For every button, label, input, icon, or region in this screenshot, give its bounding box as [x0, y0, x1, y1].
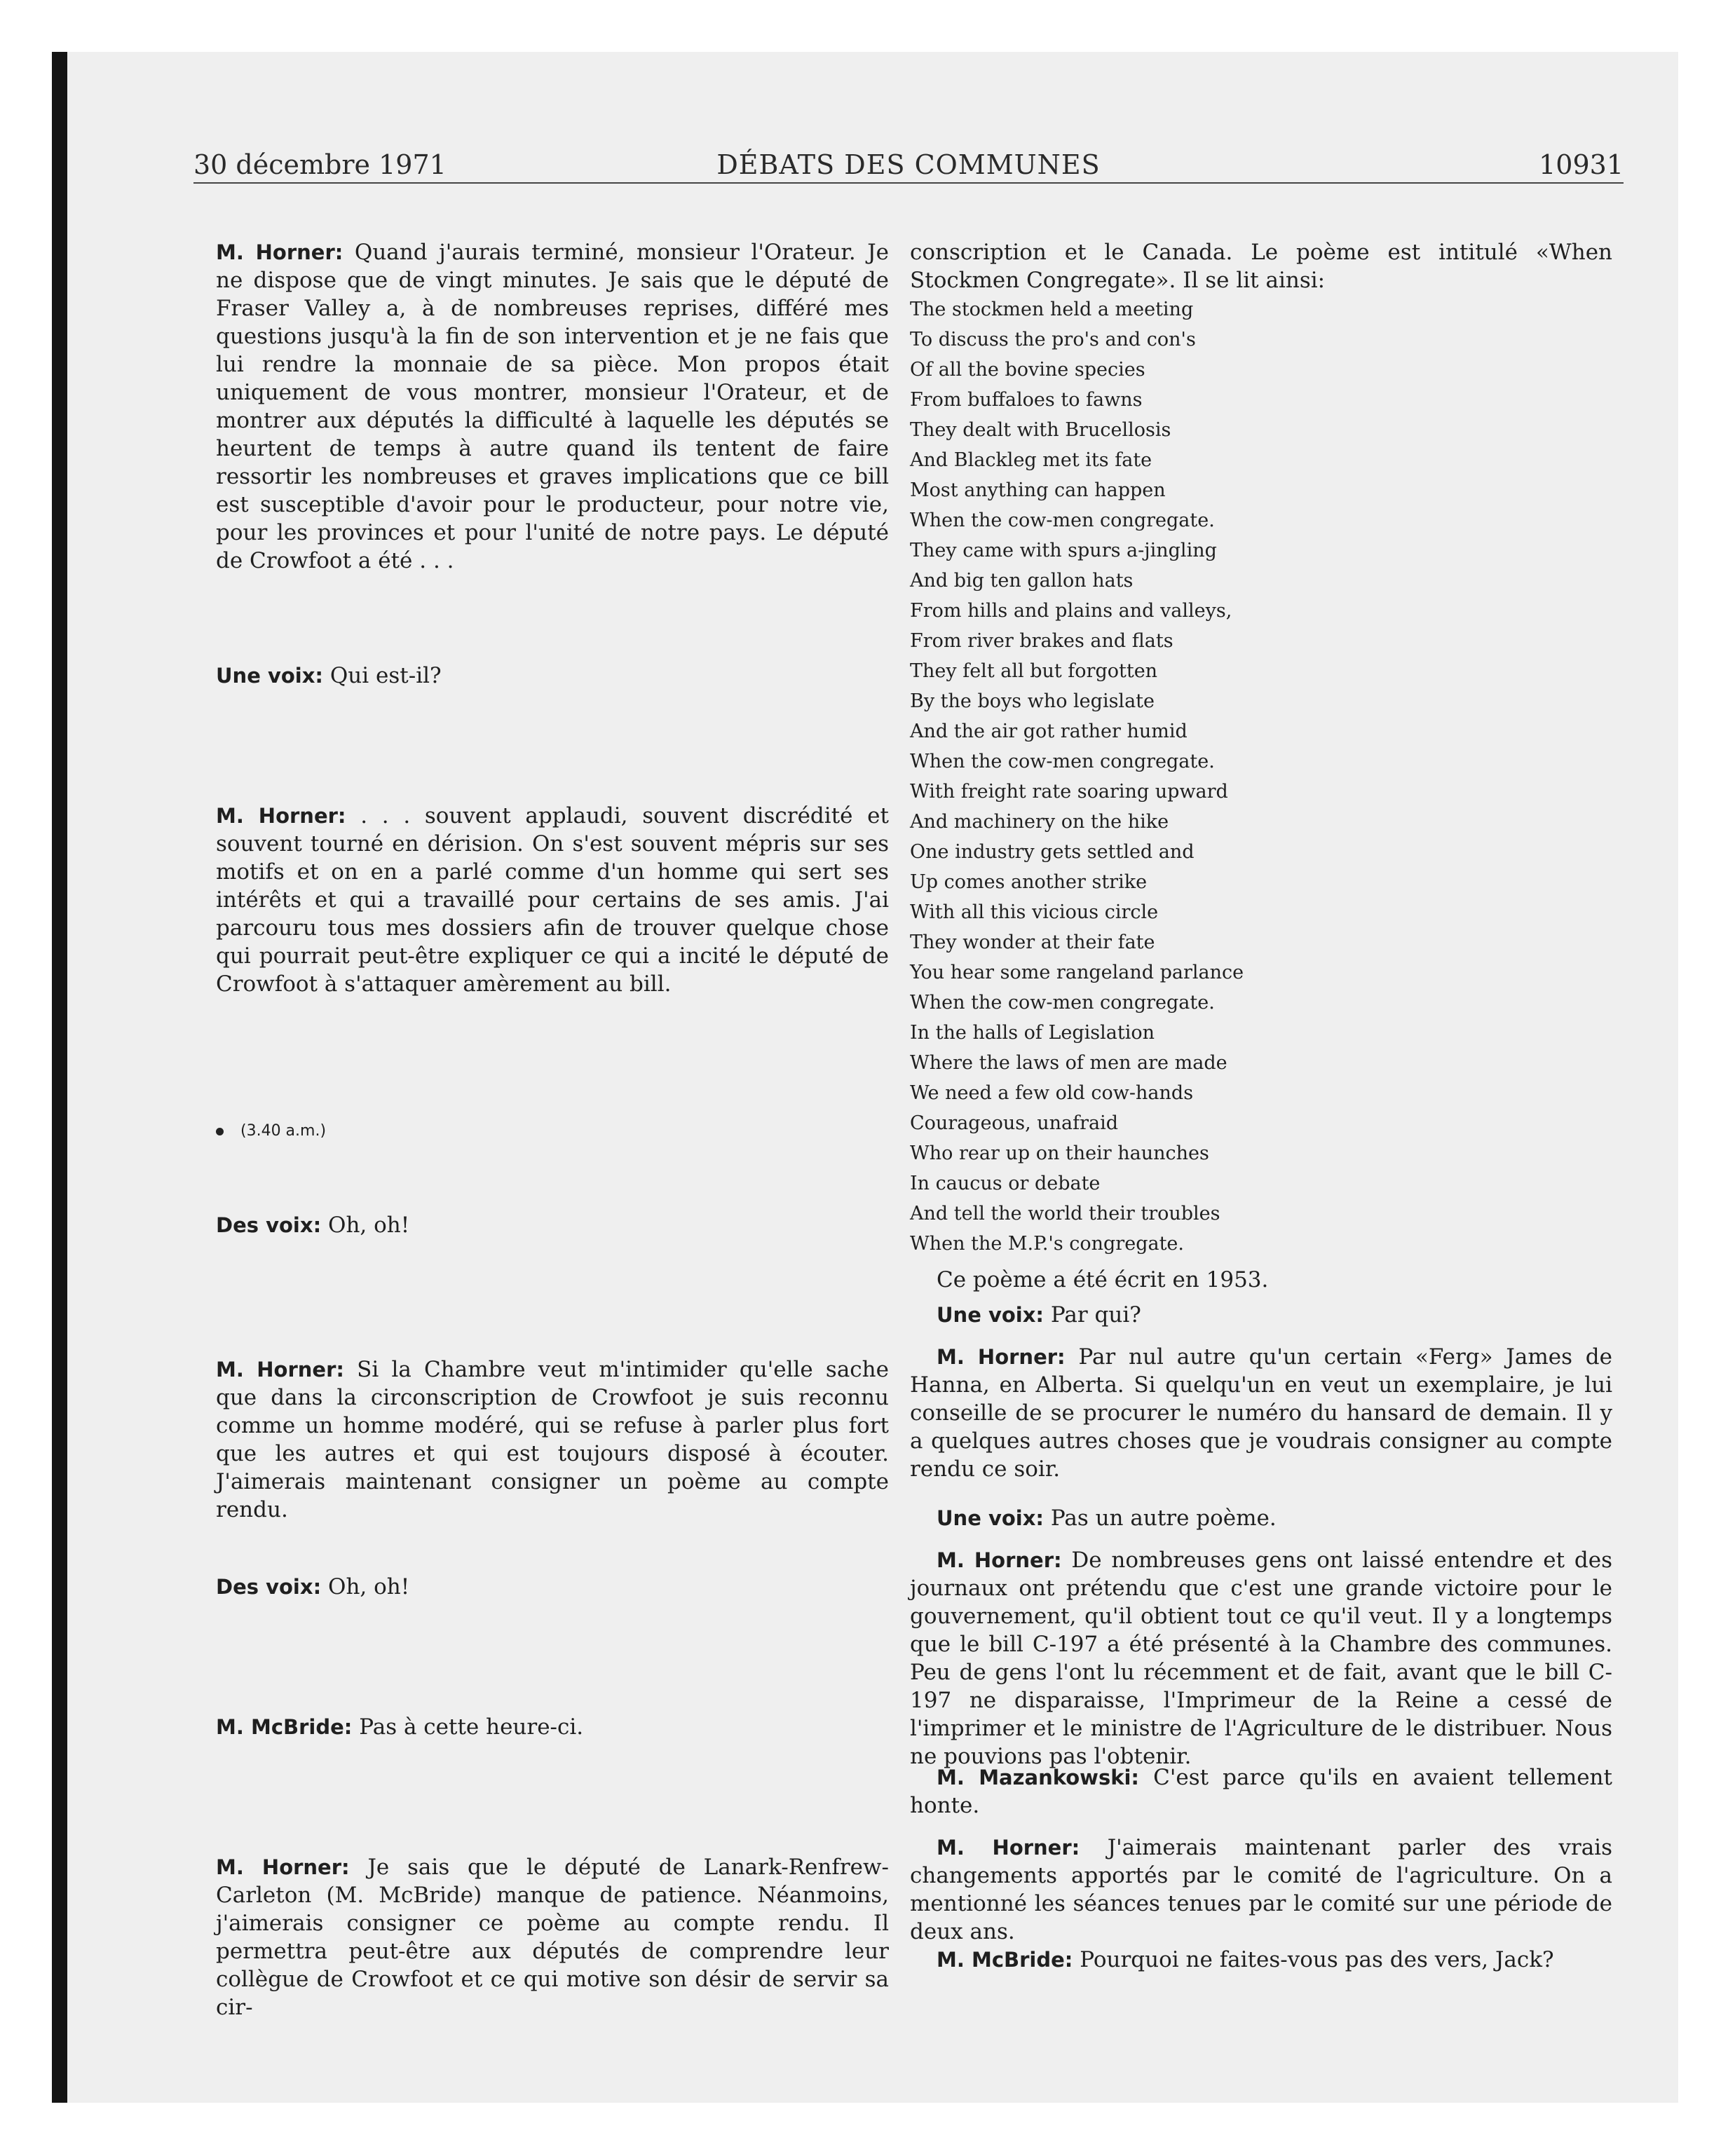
- poem-line: From river brakes and flats: [910, 630, 1173, 652]
- poem-line: And big ten gallon hats: [910, 570, 1134, 592]
- paragraph: [910, 1504, 1612, 1532]
- poem-line: When the cow-men congregate.: [910, 510, 1215, 531]
- speech-text: Pas un autre poème.: [1044, 1506, 1277, 1531]
- poem-line: Most anything can happen: [910, 479, 1166, 501]
- paragraph: [216, 802, 889, 998]
- speaker-name: M. Horner:: [216, 1358, 344, 1381]
- poem-line: In the halls of Legislation: [910, 1022, 1155, 1044]
- header-date: 30 décembre 1971: [193, 149, 447, 180]
- speech-text: C'est parce qu'ils en avaient tellement honte.: [910, 1765, 1612, 1818]
- poem-line: With freight rate soaring upward: [910, 781, 1228, 803]
- header-title: DÉBATS DES COMMUNES: [716, 149, 1101, 180]
- poem-line: Where the laws of men are made: [910, 1052, 1227, 1074]
- scan-edge: [52, 52, 67, 2103]
- speech-text: Pourquoi ne faites-vous pas des vers, Jack?: [1073, 1947, 1554, 1972]
- poem-line: They wonder at their fate: [910, 932, 1155, 953]
- speech-text: De nombreuses gens ont laissé entendre et des journaux ont prétendu que c'est une grande victoire pour le gouvernement, qu'il obtient tout ce qu'il veut. Il y a longtemps que le bill C-197 a été présenté à la Chambre des communes. Peu de gens l'ont lu récemment et de fait, avant que le bill C-197 ne disparaisse, l'Imprimeur de la Reine a cessé de l'imprimer et le ministre de l'Agriculture de le distribuer. Nous ne pouvions pas l'obtenir.: [910, 1548, 1612, 1769]
- speaker-name: M. Horner:: [937, 1836, 1080, 1860]
- speech-text: Oh, oh!: [321, 1574, 410, 1599]
- speech-text: Si la Chambre veut m'intimider qu'elle sache que dans la circonscription de Crowfoot je suis reconnu comme un homme modéré, qui se refuse à parler plus fort que les autres et qui est toujours disposé à écouter. J'aimerais maintenant consigner un poème au compte rendu.: [216, 1357, 889, 1522]
- poem-line: And the air got rather humid: [910, 721, 1188, 742]
- poem-line: And Blackleg met its fate: [910, 449, 1152, 471]
- paragraph: [910, 1546, 1612, 1770]
- paragraph: [910, 1266, 1612, 1294]
- poem-line: One industry gets settled and: [910, 841, 1195, 863]
- speech-text: Je sais que le député de Lanark-Renfrew-Carleton (M. McBride) manque de patience. Néanmoins, j'aimerais consigner ce poème au compte rendu. Il permettra peut-être aux députés de comprendre leur collègue de Crowfoot et ce qui motive son désir de servir sa cir-: [216, 1855, 889, 2020]
- poem-line: You hear some rangeland parlance: [910, 962, 1244, 983]
- poem-line: Courageous, unafraid: [910, 1112, 1119, 1134]
- paragraph: [910, 1946, 1612, 1974]
- poem-line: To discuss the pro's and con's: [910, 329, 1196, 350]
- speech-text: Ce poème a été écrit en 1953.: [937, 1267, 1269, 1292]
- poem-line: And tell the world their troubles: [910, 1203, 1220, 1224]
- speaker-name: M. Horner:: [937, 1345, 1066, 1369]
- speaker-name: M. Horner:: [216, 804, 346, 828]
- poem-line: When the cow-men congregate.: [910, 992, 1215, 1014]
- paragraph: [216, 1573, 889, 1601]
- speaker-name: Une voix:: [216, 664, 324, 688]
- speech-text: Oh, oh!: [321, 1213, 410, 1238]
- bullet-icon: [216, 1128, 224, 1135]
- speaker-name: M. Horner:: [216, 1855, 350, 1879]
- poem-line: They dealt with Brucellosis: [910, 419, 1171, 441]
- poem: [910, 294, 1612, 1259]
- speaker-name: Des voix:: [216, 1213, 322, 1237]
- paragraph: [910, 1343, 1612, 1483]
- speaker-name: M. Horner:: [216, 240, 343, 264]
- poem-line: With all this vicious circle: [910, 901, 1159, 923]
- poem-line: By the boys who legislate: [910, 690, 1155, 712]
- speech-text: Par nul autre qu'un certain «Ferg» James de Hanna, en Alberta. Si quelqu'un en veut un exemplaire, je lui conseille de se procurer le numéro du hansard de demain. Il y a quelques autres choses que je voudrais consigner au compte rendu ce soir.: [910, 1344, 1612, 1482]
- time-text: (3.40 a.m.): [240, 1122, 327, 1140]
- poem-line: When the M.P.'s congregate.: [910, 1233, 1184, 1255]
- paragraph: [910, 1834, 1612, 1946]
- paragraph: [216, 1713, 889, 1741]
- poem-line: They came with spurs a-jingling: [910, 540, 1217, 561]
- speech-text: J'aimerais maintenant parler des vrais changements apportés par le comité de l'agriculture. On a mentionné les séances tenues par le comité sur une période de deux ans.: [910, 1835, 1613, 1944]
- speech-text: . . . souvent applaudi, souvent discrédité et souvent tourné en dérision. On s'est souvent mépris sur ses motifs et on en a parlé comme d'un homme qui sert ses intérêts et qui a travaillé pour certains de ses amis. J'ai parcouru tous mes dossiers afin de trouver quelque chose qui pourrait peut-être expliquer ce qui a incité le député de Crowfoot à s'attaquer amèrement au bill.: [216, 803, 889, 997]
- paragraph: [216, 238, 889, 575]
- paragraph: [910, 238, 1612, 294]
- poem-line: We need a few old cow-hands: [910, 1082, 1194, 1104]
- page-header: [193, 149, 1624, 184]
- speaker-name: M. McBride:: [937, 1948, 1073, 1972]
- poem-line: From hills and plains and valleys,: [910, 600, 1232, 622]
- paragraph: [216, 662, 889, 690]
- speech-text: conscription et le Canada. Le poème est intitulé «When Stockmen Congregate». Il se lit ainsi:: [910, 240, 1612, 293]
- speaker-name: Des voix:: [216, 1575, 322, 1599]
- time-marker: [216, 1117, 326, 1145]
- header-page-number: 10931: [1539, 149, 1624, 180]
- speech-text: Qui est-il?: [323, 663, 442, 688]
- poem-line: And machinery on the hike: [910, 811, 1169, 833]
- speech-text: Pas à cette heure-ci.: [352, 1714, 584, 1740]
- speaker-name: M. Horner:: [937, 1548, 1062, 1572]
- paragraph: [910, 1301, 1612, 1329]
- speaker-name: M. Mazankowski:: [937, 1766, 1140, 1789]
- poem-line: Who rear up on their haunches: [910, 1142, 1209, 1164]
- speaker-name: Une voix:: [937, 1506, 1045, 1530]
- poem-line: When the cow-men congregate.: [910, 751, 1215, 772]
- speaker-name: Une voix:: [937, 1303, 1045, 1327]
- speech-text: Quand j'aurais terminé, monsieur l'Orateur. Je ne dispose que de vingt minutes. Je sais que le député de Fraser Valley a, à de nombreuses reprises, différé mes questions jusqu'à la fin de son intervention et je ne fais que lui rendre la monnaie de sa pièce. Mon propos était uniquement de vous montrer, monsieur l'Orateur, et de montrer aux députés la difficulté à laquelle les députés se heurtent de temps à autre quand ils tentent de faire ressortir les nombreuses et graves implications que ce bill est susceptible d'avoir pour le producteur, pour notre vie, pour les provinces et pour l'unité de notre pays. Le député de Crowfoot a été . . .: [216, 240, 889, 573]
- poem-line: In caucus or debate: [910, 1173, 1101, 1194]
- poem-line: Up comes another strike: [910, 871, 1148, 893]
- paragraph: [216, 1853, 889, 2021]
- paragraph: [910, 1763, 1612, 1820]
- poem-line: They felt all but forgotten: [910, 660, 1158, 682]
- paragraph: [216, 1356, 889, 1524]
- poem-line: From buffaloes to fawns: [910, 389, 1143, 411]
- poem-line: The stockmen held a meeting: [910, 299, 1194, 320]
- speaker-name: M. McBride:: [216, 1715, 353, 1739]
- poem-line: Of all the bovine species: [910, 359, 1145, 381]
- speech-text: Par qui?: [1044, 1302, 1141, 1328]
- paragraph: [216, 1211, 889, 1239]
